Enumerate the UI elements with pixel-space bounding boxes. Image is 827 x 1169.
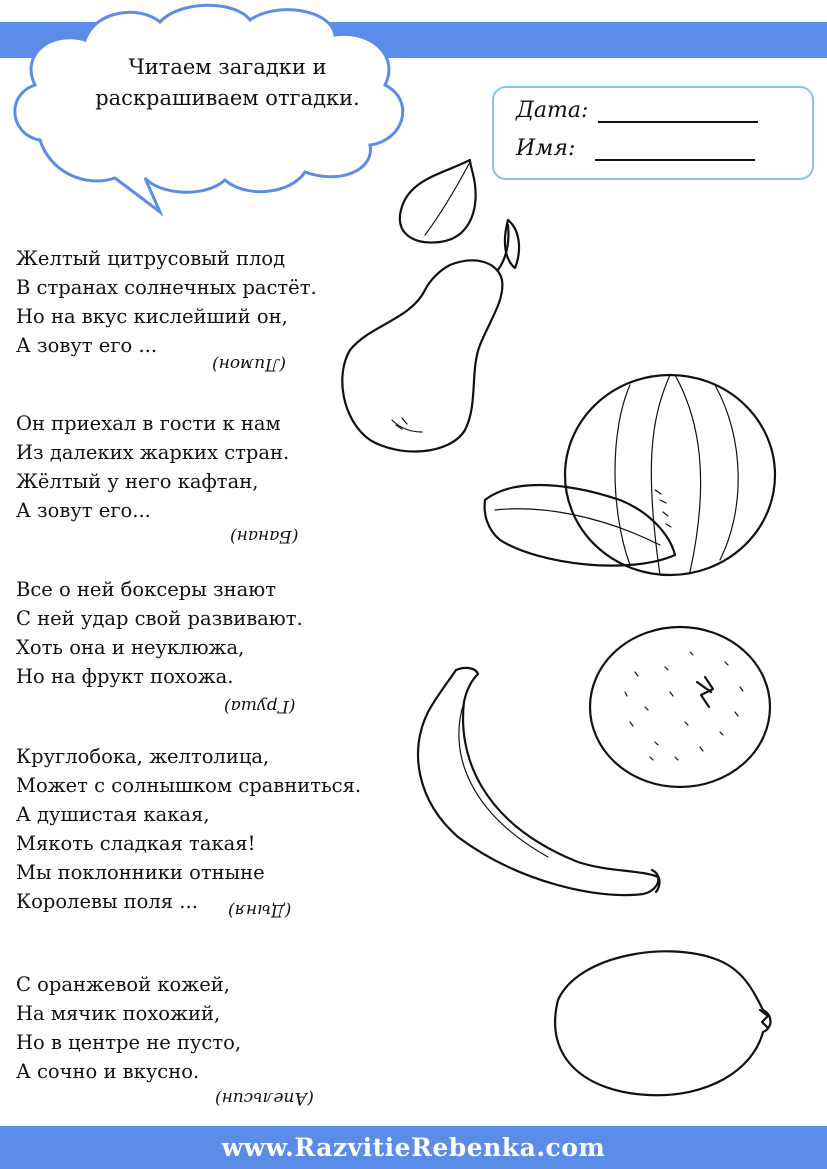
answer-2: (Банан) bbox=[230, 526, 299, 546]
riddle-line: Может с солнышком сравниться. bbox=[16, 774, 362, 797]
footer-url[interactable]: www.RazvitieRebenka.com bbox=[221, 1133, 606, 1162]
riddle-line: А сочно и вкусно. bbox=[16, 1060, 200, 1083]
riddle-line: Все о ней боксеры знают bbox=[16, 578, 277, 601]
riddle-2 bbox=[16, 409, 289, 525]
riddle-line: А зовут его ... bbox=[16, 334, 158, 357]
answer-1: (Лимон) bbox=[212, 354, 286, 374]
riddle-line: Но на фрукт похожа. bbox=[16, 665, 234, 688]
riddle-3 bbox=[16, 575, 303, 691]
riddle-5 bbox=[16, 970, 241, 1086]
riddle-line: Круглобока, желтолица, bbox=[16, 745, 270, 768]
answer-3: (Груша) bbox=[224, 696, 296, 716]
banana-icon bbox=[398, 662, 666, 902]
date-label: Дата: bbox=[516, 98, 589, 123]
lemon-icon bbox=[538, 940, 773, 1102]
riddle-1 bbox=[16, 244, 317, 360]
name-row bbox=[516, 136, 755, 161]
cloud-line-1: Читаем загадки и bbox=[128, 55, 327, 79]
cloud-text bbox=[55, 52, 400, 114]
riddle-line: Королевы поля ... bbox=[16, 890, 198, 913]
riddle-line: Жёлтый у него кафтан, bbox=[16, 470, 259, 493]
riddle-4 bbox=[16, 742, 361, 916]
riddle-line: А душистая какая, bbox=[16, 803, 210, 826]
name-label: Имя: bbox=[516, 136, 576, 161]
riddle-line: Но в центре не пусто, bbox=[16, 1031, 242, 1054]
riddle-line: Из далеких жарких стран. bbox=[16, 441, 290, 464]
riddle-line: Мякоть сладкая такая! bbox=[16, 832, 256, 855]
riddle-line: Хоть она и неуклюжа, bbox=[16, 636, 245, 659]
riddle-line: А зовут его... bbox=[16, 499, 151, 522]
riddle-line: Желтый цитрусовый плод bbox=[16, 247, 286, 270]
melon-icon bbox=[480, 360, 780, 592]
riddle-line: Но на вкус кислейший он, bbox=[16, 305, 288, 328]
riddle-line: Он приехал в гости к нам bbox=[16, 412, 281, 435]
date-name-box bbox=[492, 86, 814, 180]
riddle-line: В странах солнечных растёт. bbox=[16, 276, 317, 299]
riddle-line: На мячик похожий, bbox=[16, 1002, 221, 1025]
date-field[interactable] bbox=[598, 101, 758, 123]
riddle-line: Мы поклонники отныне bbox=[16, 861, 265, 884]
date-row bbox=[516, 98, 758, 123]
riddle-line: С ней удар свой развивают. bbox=[16, 607, 303, 630]
footer-band bbox=[0, 1126, 827, 1169]
answer-4: (Дыня) bbox=[228, 900, 292, 920]
name-field[interactable] bbox=[595, 139, 755, 161]
cloud-line-2: раскрашиваем отгадки. bbox=[95, 86, 360, 110]
answer-5: (Апельсин) bbox=[215, 1088, 314, 1108]
riddle-line: С оранжевой кожей, bbox=[16, 973, 230, 996]
